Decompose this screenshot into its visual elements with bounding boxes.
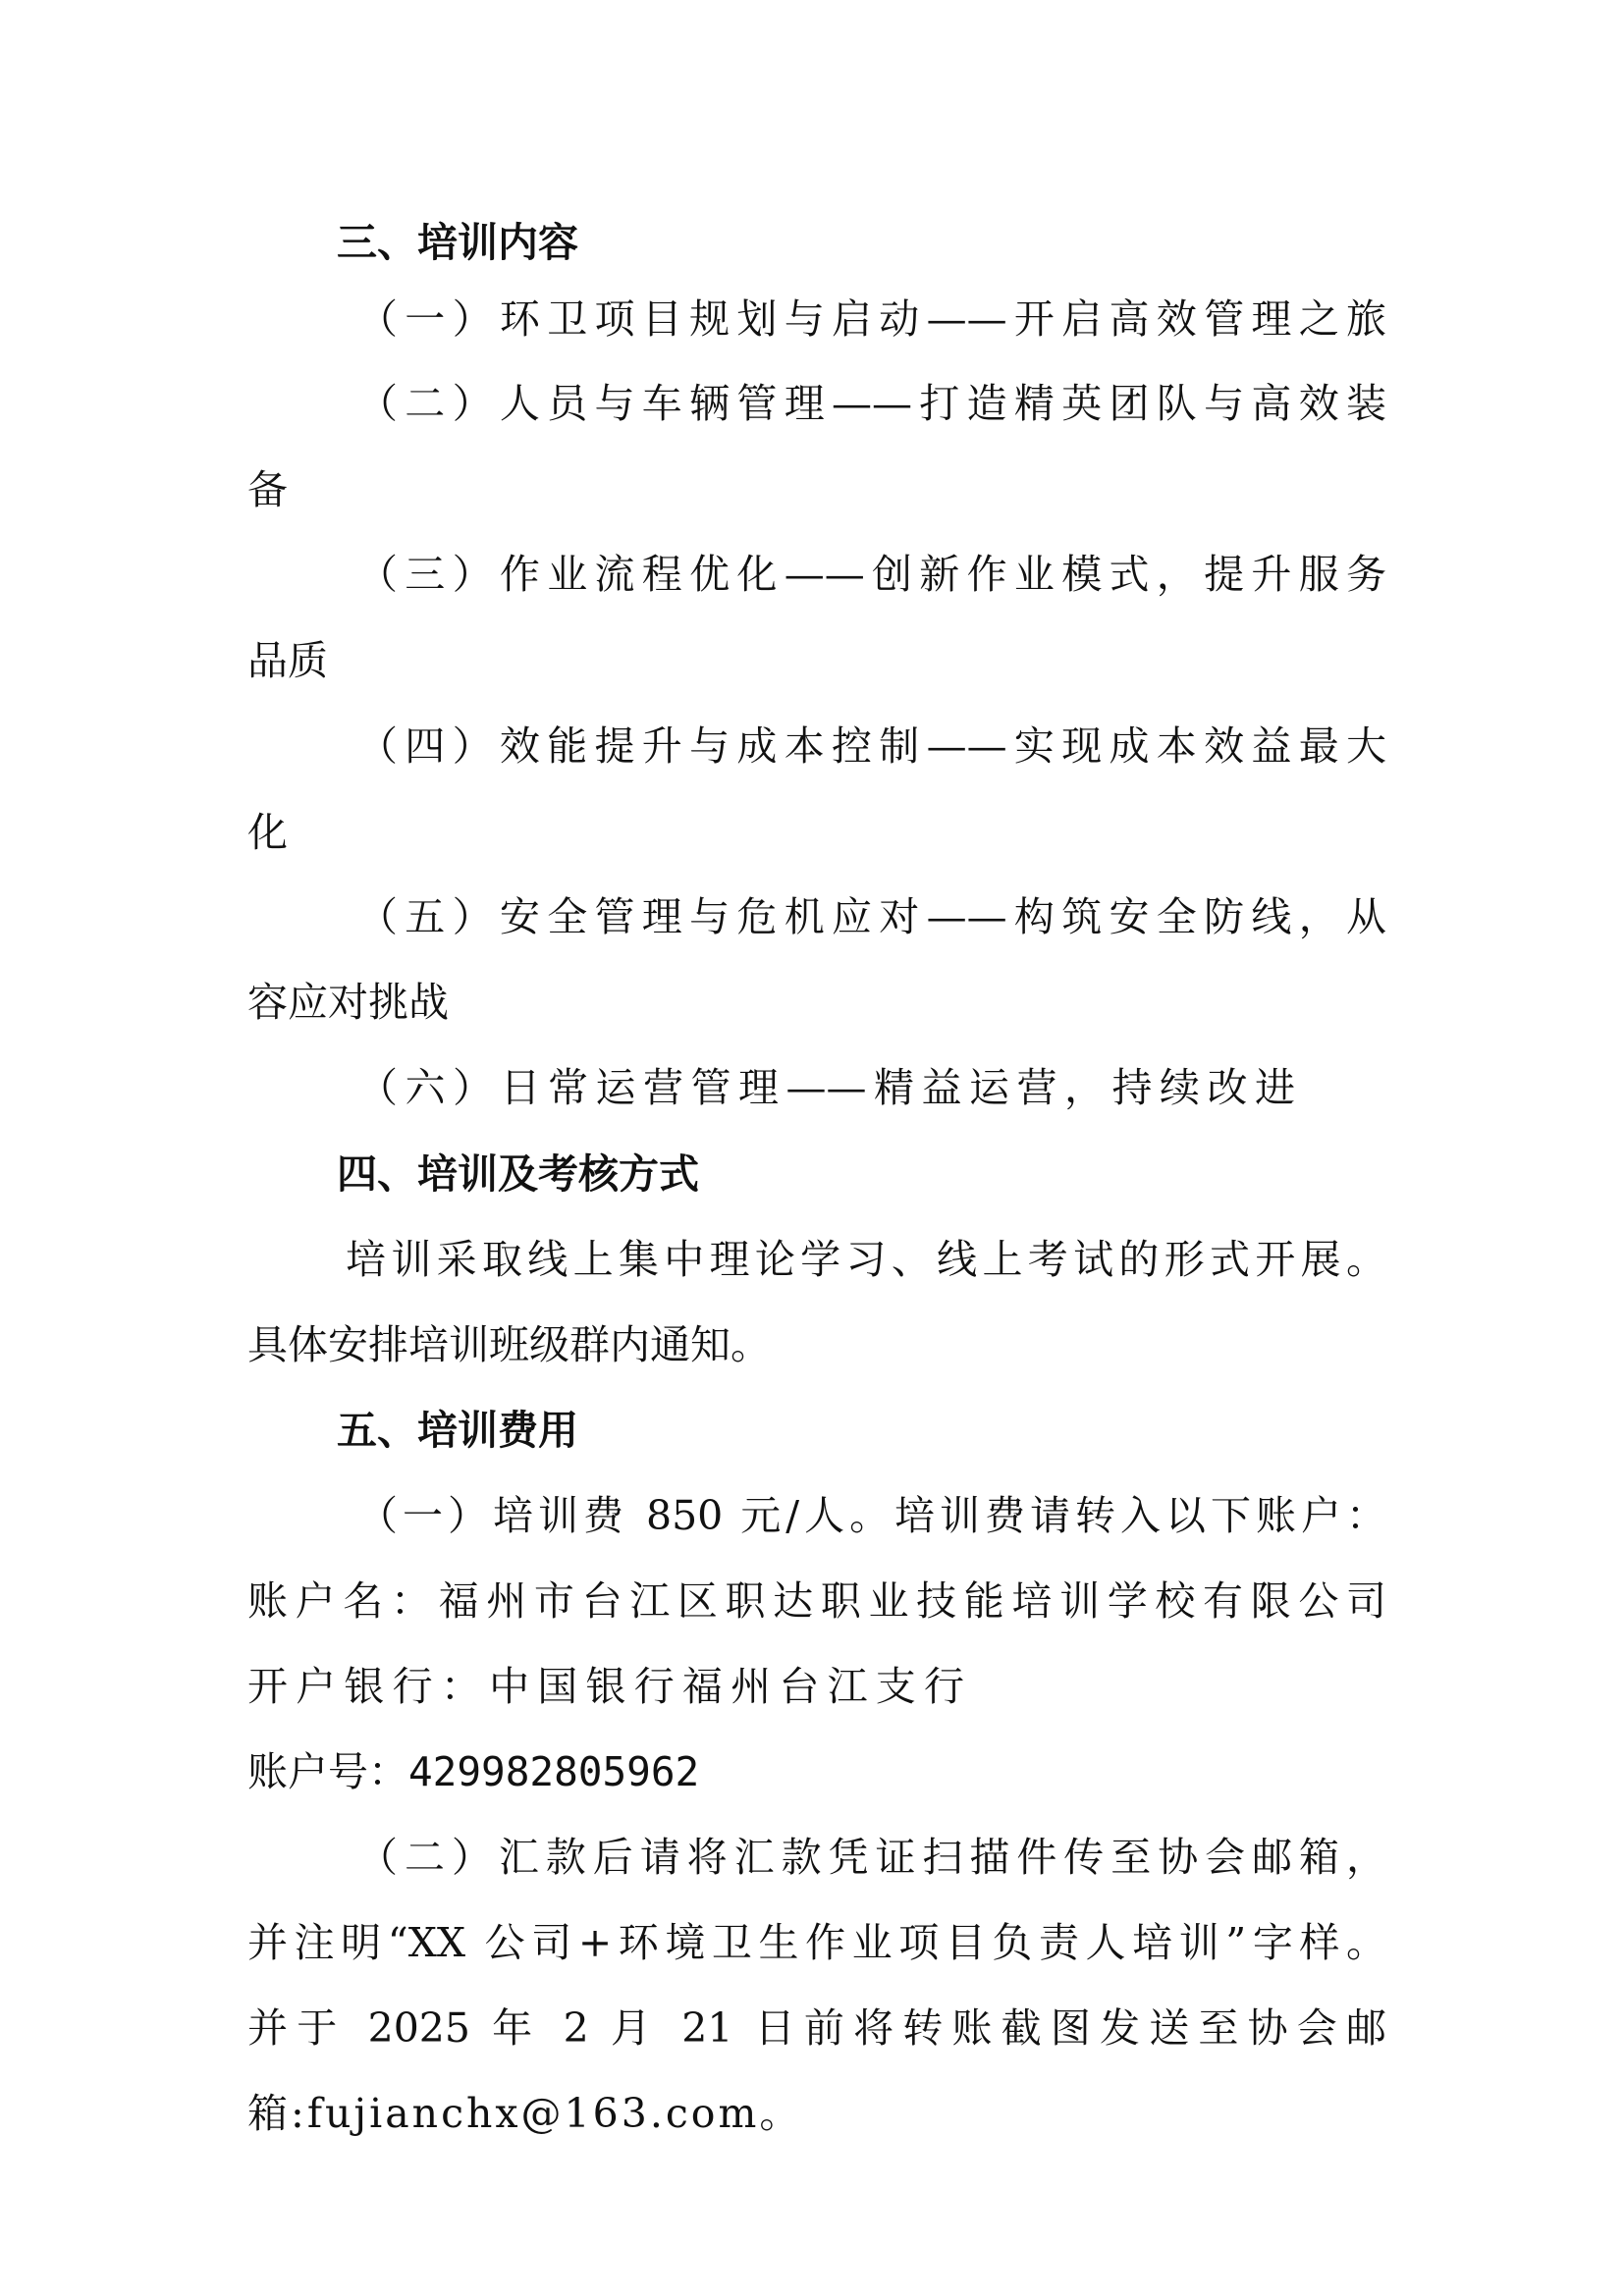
assessment-text-line-2: 具体安排培训班级群内通知。 — [247, 1321, 771, 1368]
training-item-4-continued: 化 — [247, 809, 288, 856]
account-name: 账户名：福州市台江区职达职业技能培训学校有限公司 — [247, 1577, 1386, 1625]
association-email: 箱:fujianchx@163.com。 — [247, 2090, 803, 2137]
section-3-heading: 三、培训内容 — [337, 219, 578, 266]
training-item-5-continued: 容应对挑战 — [247, 979, 449, 1026]
training-item-2: （二）人员与车辆管理——打造精英团队与高效装 — [357, 380, 1386, 427]
section-5-heading: 五、培训费用 — [337, 1407, 578, 1454]
training-item-4: （四）效能提升与成本控制——实现成本效益最大 — [357, 722, 1386, 770]
section-4-heading: 四、培训及考核方式 — [337, 1150, 699, 1198]
fee-line-2: （二）汇款后请将汇款凭证扫描件传至协会邮箱， — [357, 1834, 1386, 1881]
training-item-3-continued: 品质 — [247, 637, 328, 684]
account-bank: 开户银行：中国银行福州台江支行 — [247, 1663, 964, 1710]
assessment-text-line-1: 培训采取线上集中理论学习、线上考试的形式开展。 — [346, 1236, 1386, 1283]
account-number: 账户号：429982805962 — [247, 1748, 700, 1795]
training-item-3: （三）作业流程优化——创新作业模式，提升服务 — [357, 551, 1386, 598]
training-item-1: （一）环卫项目规划与启动——开启高效管理之旅 — [357, 295, 1386, 343]
fee-line-3: 并注明“XX 公司+环境卫生作业项目负责人培训”字样。 — [247, 1919, 1386, 1966]
training-item-6: （六）日常运营管理——精益运营，持续改进 — [357, 1064, 1295, 1111]
training-item-5: （五）安全管理与危机应对——构筑安全防线，从 — [357, 893, 1386, 940]
fee-line-1: （一）培训费 850 元/人。培训费请转入以下账户： — [357, 1492, 1386, 1539]
fee-line-4: 并于 2025 年 2 月 21 日前将转账截图发送至协会邮 — [247, 2004, 1386, 2052]
training-item-2-continued: 备 — [247, 466, 288, 513]
